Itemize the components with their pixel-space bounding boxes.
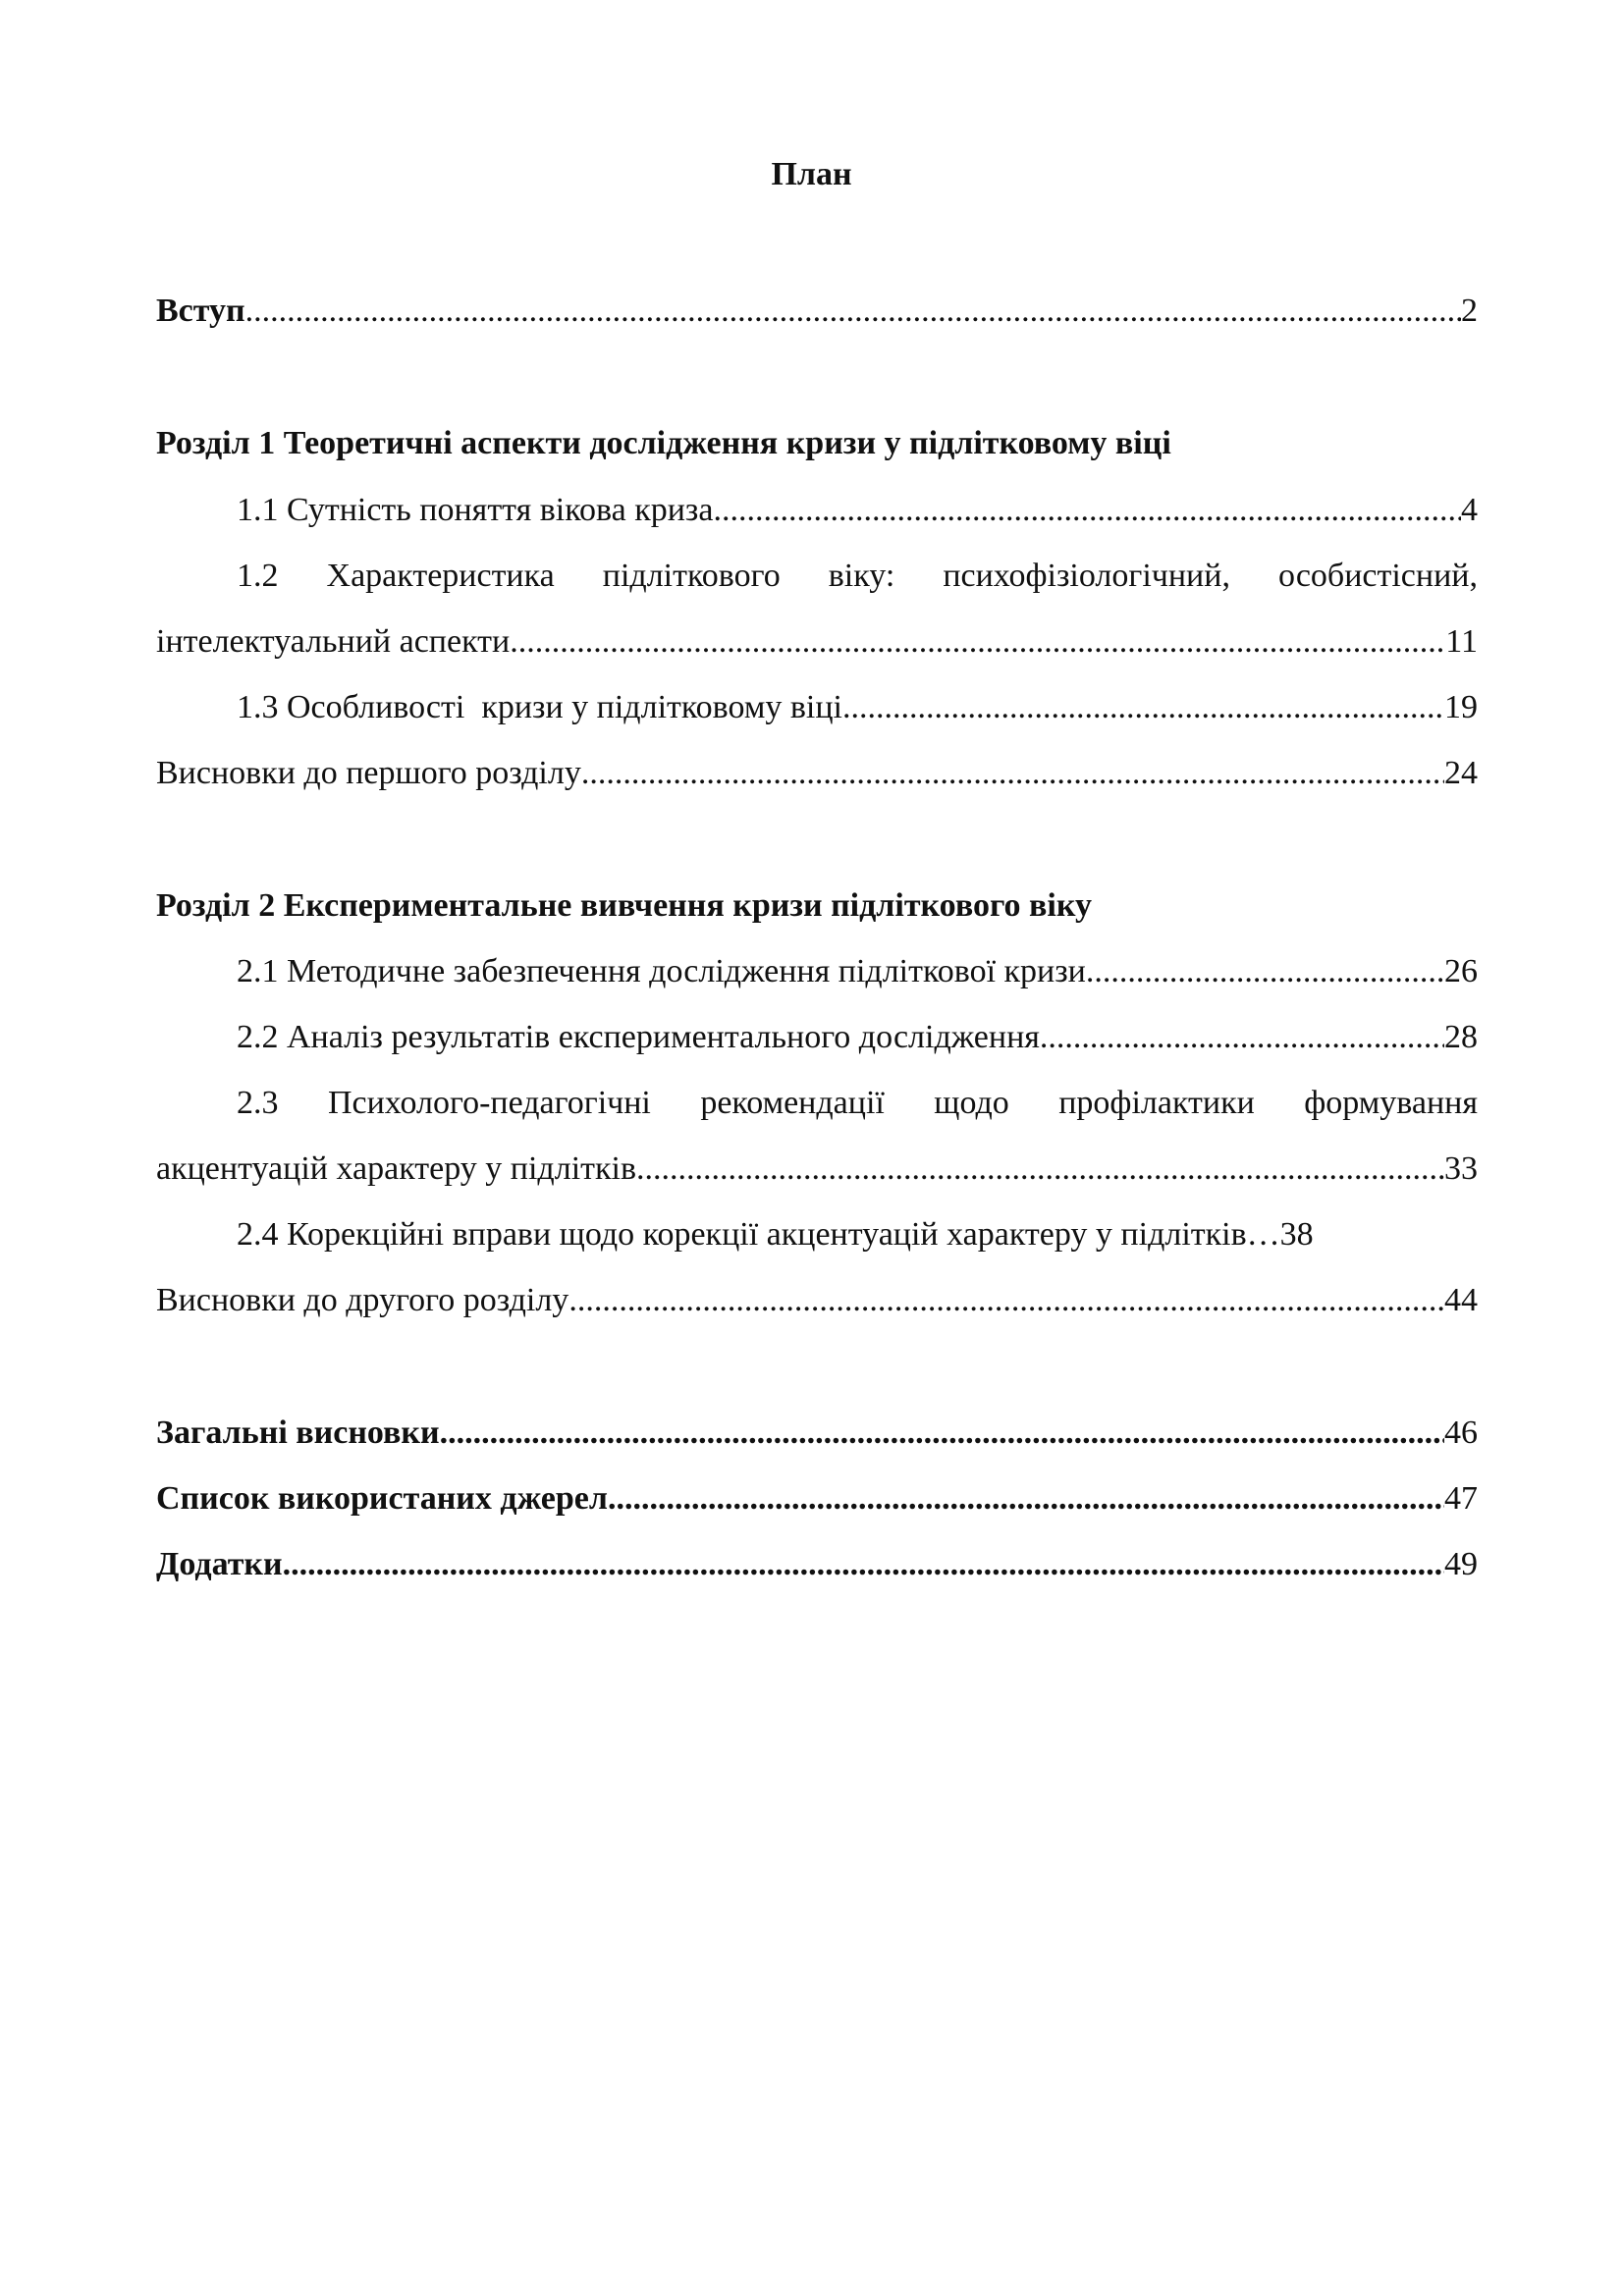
toc-page-number: 19 (1444, 689, 1478, 725)
toc-word: підліткового (602, 558, 781, 594)
toc-page-number: 26 (1444, 953, 1478, 989)
toc-entry-2-2 (156, 1018, 1478, 1057)
toc-page-number: 28 (1444, 1019, 1478, 1055)
toc-word: рекомендації (700, 1085, 885, 1121)
toc-leader-dots (1086, 952, 1444, 991)
toc-leader-dots (245, 292, 1461, 331)
toc-entry-general-conclusions (156, 1414, 1478, 1453)
toc-entry-label: 1.1 Сутність поняття вікова криза (237, 492, 714, 528)
toc-word: Характеристика (326, 558, 555, 594)
toc-entry-label: Висновки до першого розділу (156, 755, 581, 791)
toc-word: 1.2 (237, 558, 279, 594)
toc-word: віку: (828, 558, 895, 594)
toc-entry-label: акцентуацій характеру у підлітків (156, 1150, 637, 1187)
toc-leader-dots (713, 491, 1461, 530)
toc-leader-dots (510, 622, 1445, 662)
toc-word: щодо (934, 1085, 1009, 1121)
toc-entry-2-3-line1 (156, 1084, 1478, 1123)
section2-heading: Розділ 2 Експериментальне вивчення кризи підліткового віку (156, 887, 1092, 924)
toc-page-number: 33 (1444, 1150, 1478, 1187)
toc-page-number: 11 (1445, 623, 1478, 660)
toc-entry-references (156, 1479, 1478, 1519)
toc-word: Психолого-педагогічні (327, 1085, 651, 1121)
toc-entry-1-3 (156, 688, 1478, 727)
toc-entry-label: Список використаних джерел (156, 1480, 608, 1517)
toc-leader-dots (581, 754, 1444, 793)
toc-entry-2-3-line2 (156, 1149, 1478, 1189)
toc-entry-2-1 (156, 952, 1478, 991)
toc-entry-1-2-line1 (156, 557, 1478, 596)
toc-page-number: 2 (1461, 293, 1478, 329)
toc-page-number: 47 (1444, 1480, 1478, 1517)
toc-entry-section2-conclusions (156, 1281, 1478, 1320)
toc-entry-appendices (156, 1545, 1478, 1584)
toc-leader-dots (842, 688, 1444, 727)
toc-entry-label: 1.3 Особливості кризи у підлітковому віці (237, 689, 842, 725)
toc-entry-intro (156, 292, 1478, 331)
toc-page-number: 24 (1444, 755, 1478, 791)
toc-word: профілактики (1058, 1085, 1255, 1121)
toc-entry-1-2-line2 (156, 622, 1478, 662)
toc-entry-label: Загальні висновки (156, 1415, 440, 1451)
toc-entry-label: Додатки (156, 1546, 283, 1582)
toc-word: особистісний, (1277, 558, 1478, 594)
toc-leader-dots (1040, 1018, 1444, 1057)
toc-entry-label: Висновки до другого розділу (156, 1282, 569, 1318)
section1-heading: Розділ 1 Теоретичні аспекти дослідження кризи у підлітковому віці (156, 425, 1171, 461)
toc-entry-1-1 (156, 491, 1478, 530)
toc-word: психофізіологічний, (943, 558, 1230, 594)
toc-word: формування (1304, 1085, 1478, 1121)
toc-entry-label: 2.1 Методичне забезпечення дослідження підліткової кризи (237, 953, 1086, 989)
toc-page-number: 44 (1444, 1282, 1478, 1318)
toc-entry-section1-conclusions (156, 754, 1478, 793)
toc-leader-dots (283, 1545, 1444, 1584)
toc-leader-dots (568, 1281, 1444, 1320)
page-title: План (771, 156, 852, 192)
toc-page-number: 49 (1444, 1546, 1478, 1582)
toc-entry-label: Вступ (156, 293, 245, 329)
toc-entry-label: інтелектуальний аспекти (156, 623, 511, 660)
toc-word: 2.3 (237, 1085, 279, 1121)
toc-entry-2-4 (156, 1215, 1478, 1255)
toc-entry-label: 2.2 Аналіз результатів експериментального дослідження (237, 1019, 1040, 1055)
toc-page-number: 4 (1461, 492, 1478, 528)
toc-leader-dots (636, 1149, 1444, 1189)
toc-page-number: 46 (1444, 1415, 1478, 1451)
toc-entry-label: 2.4 Корекційні вправи щодо корекції акцентуацій характеру у підлітків…38 (237, 1216, 1314, 1253)
toc-leader-dots (440, 1414, 1444, 1453)
toc-leader-dots (608, 1479, 1444, 1519)
